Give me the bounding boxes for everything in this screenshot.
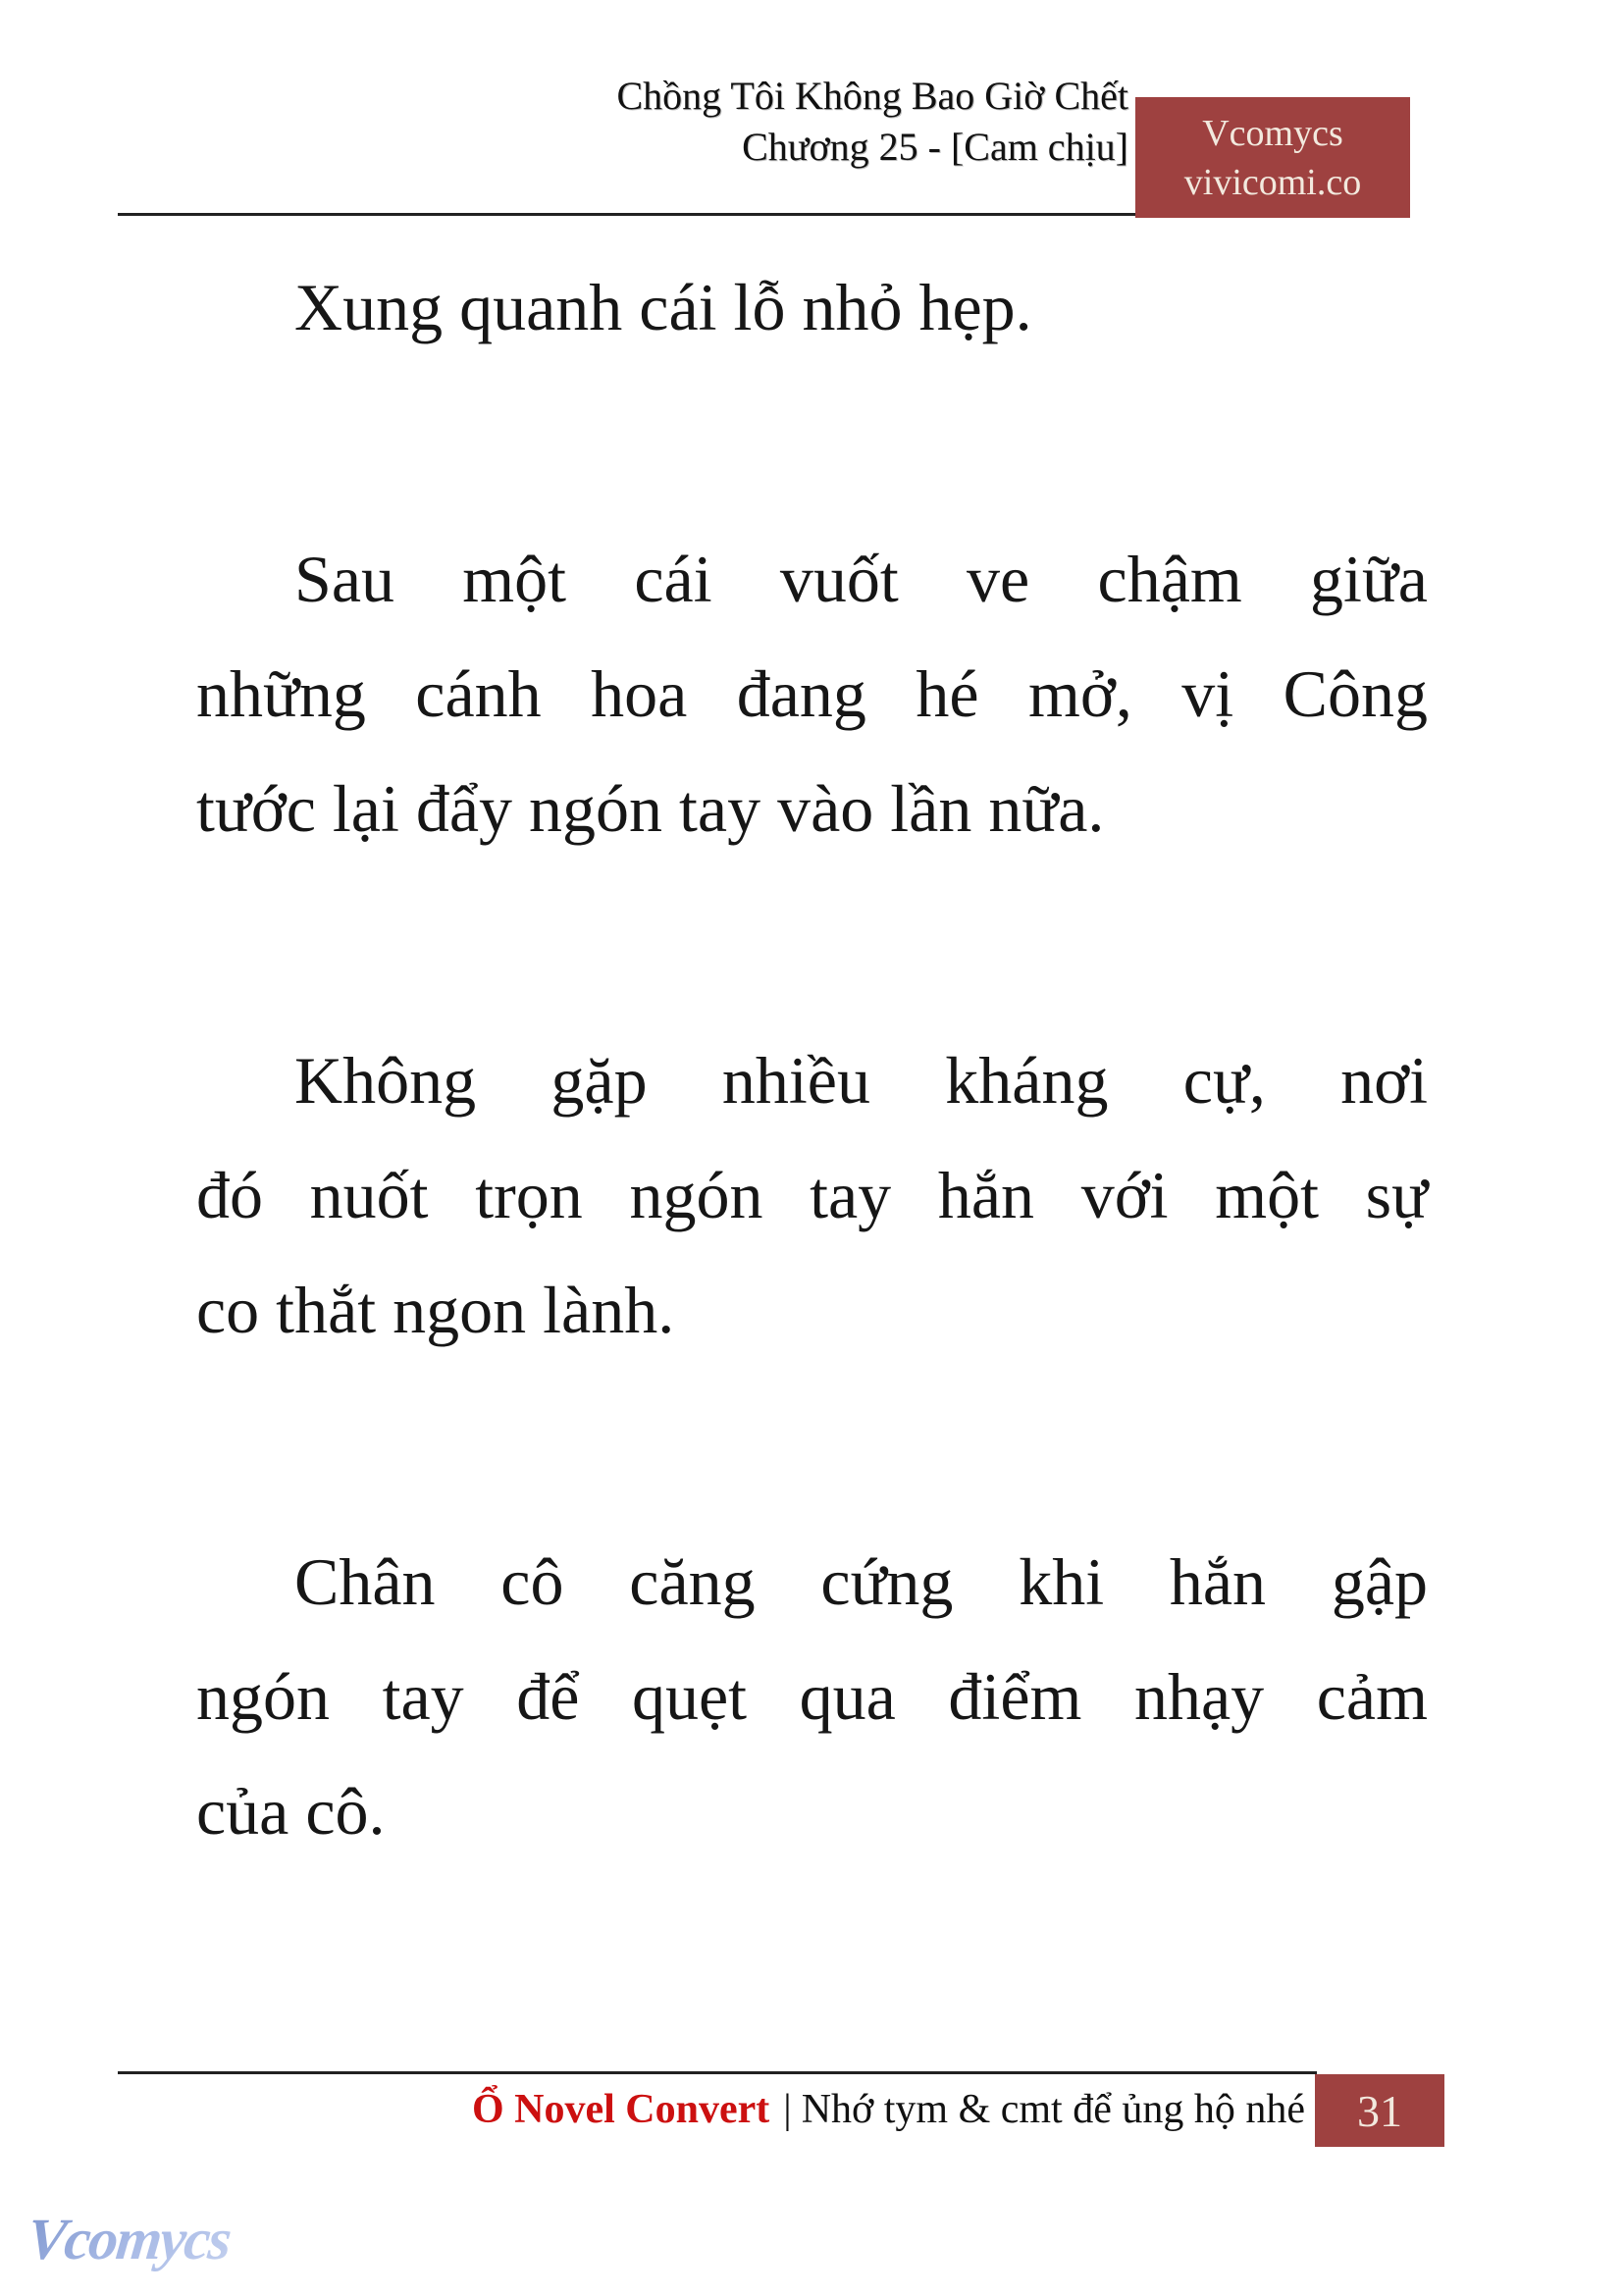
paragraph <box>196 1525 1428 1869</box>
text-line: ngón tay để quẹt qua điểm nhạy cảm <box>196 1659 1428 1734</box>
text-line: Xung quanh cái lỗ nhỏ hẹp. <box>294 270 1032 344</box>
text-line: Không gặp nhiều kháng cự, nơi <box>294 1043 1428 1118</box>
footer-text <box>118 2084 1305 2135</box>
paragraph <box>196 522 1428 866</box>
text-line: Sau một cái vuốt ve chậm giữa <box>294 542 1428 616</box>
text-line: Chân cô căng cứng khi hắn gập <box>294 1544 1428 1619</box>
vcomycs-watermark-logo: Vcomycs <box>24 2207 234 2271</box>
brand-name: Vcomycs <box>1202 112 1343 154</box>
paragraph <box>196 250 1428 365</box>
text-line: đó nuốt trọn ngón tay hắn với một sự <box>196 1158 1428 1232</box>
header-title-block <box>118 71 1128 173</box>
paragraph <box>196 1023 1428 1368</box>
text-line: tước lại đẩy ngón tay vào lần nữa. <box>196 771 1105 846</box>
footer-divider <box>118 2071 1317 2074</box>
page-number-badge <box>1315 2074 1444 2147</box>
footer-note: Nhớ tym & cmt để ủng hộ nhé <box>801 2087 1305 2132</box>
book-title: Chồng Tôi Không Bao Giờ Chết <box>616 74 1128 118</box>
text-line: những cánh hoa đang hé mở, vị Công <box>196 656 1428 731</box>
brand-box <box>1135 97 1410 218</box>
text-line: co thắt ngon lành. <box>196 1273 675 1347</box>
chapter-title: Chương 25 - [Cam chịu] <box>742 125 1128 169</box>
page-number: 31 <box>1357 2085 1402 2136</box>
body-text <box>196 250 1428 2026</box>
text-line: của cô. <box>196 1774 386 1849</box>
footer-separator: | <box>783 2087 792 2132</box>
footer-brand: Ổ Novel Convert <box>471 2087 770 2132</box>
brand-site: vivicomi.co <box>1183 161 1362 203</box>
